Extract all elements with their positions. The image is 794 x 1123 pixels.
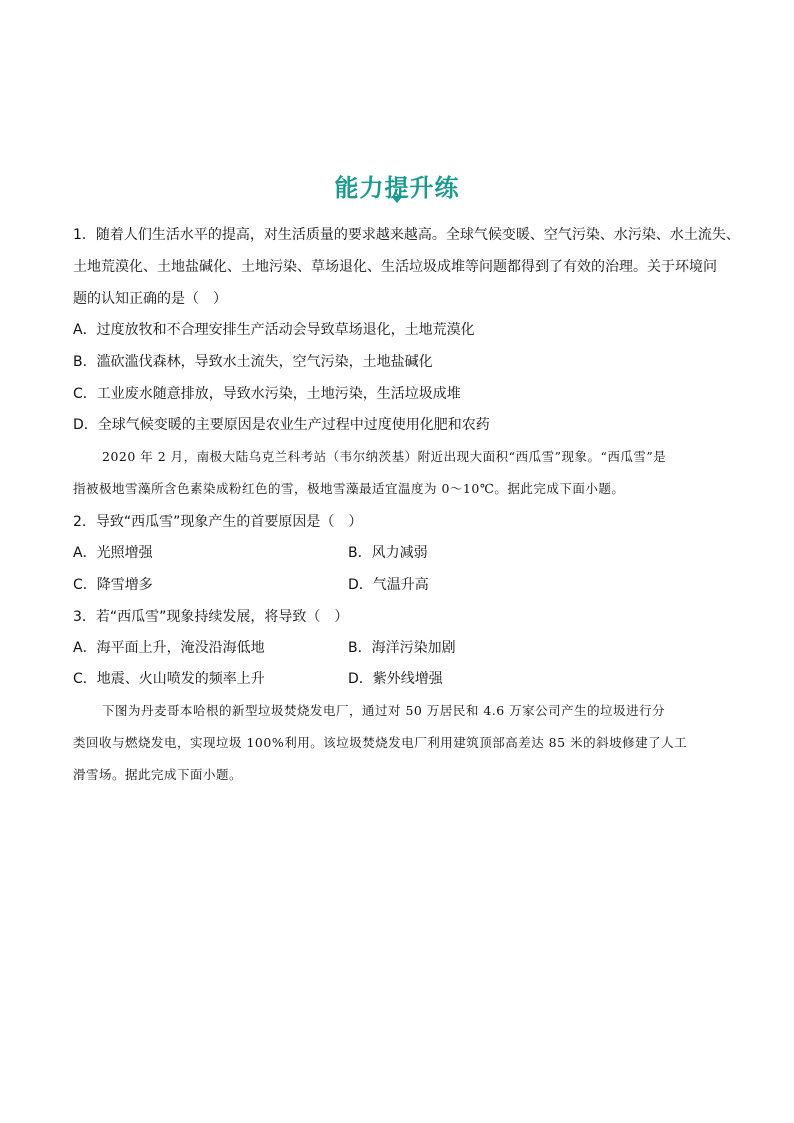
q1-option-d[interactable]: D．全球气候变暖的主要原因是农业生产过程中过度使用化肥和农药 bbox=[73, 417, 490, 433]
material-1-line-1: 2020 年 2 月，南极大陆乌克兰科考站（韦尔纳茨基）附近出现大面积“西瓜雪”现象。“西瓜雪”是 bbox=[102, 449, 667, 464]
material-2-line-1: 下图为丹麦哥本哈根的新型垃圾焚烧发电厂，通过对 50 万居民和 4.6 万家公司产生的垃圾进行分 bbox=[102, 703, 666, 718]
q3-stem: 3．若“西瓜雪”现象持续发展，将导致（ ） bbox=[73, 609, 349, 625]
q1-option-b[interactable]: B．滥砍滥伐森林，导致水土流失，空气污染，土地盐碱化 bbox=[73, 354, 433, 370]
q1-stem-line-2: 土地荒漠化、土地盐碱化、土地污染、草场退化、生活垃圾成堆等问题都得到了有效的治理。关于环境问 bbox=[73, 259, 717, 275]
q1-option-a[interactable]: A．过度放牧和不合理安排生产活动会导致草场退化，土地荒漠化 bbox=[73, 322, 475, 338]
q1-stem-line-3: 题的认知正确的是（ ） bbox=[73, 291, 227, 307]
q3-option-d[interactable]: D．紫外线增强 bbox=[348, 671, 443, 687]
material-2-line-2: 类回收与燃烧发电，实现垃圾 100%利用。该垃圾焚烧发电厂利用建筑顶部高差达 85 米的斜坡修建了人工 bbox=[73, 735, 688, 750]
q3-option-a[interactable]: A．海平面上升，淹没沿海低地 bbox=[73, 640, 265, 656]
q3-option-b[interactable]: B．海洋污染加剧 bbox=[348, 640, 456, 656]
q2-stem: 2．导致“西瓜雪”现象产生的首要原因是（ ） bbox=[73, 514, 363, 530]
q1-option-c[interactable]: C．工业废水随意排放，导致水污染，土地污染，生活垃圾成堆 bbox=[73, 386, 461, 402]
q1-stem-line-1: 1．随着人们生活水平的提高，对生活质量的要求越来越高。全球气候变暖、空气污染、水污染、水土流失、 bbox=[73, 227, 740, 243]
q2-option-d[interactable]: D．气温升高 bbox=[348, 577, 429, 593]
q3-option-c[interactable]: C．地震、火山喷发的频率上升 bbox=[73, 671, 265, 687]
section-title: 能力提升练 bbox=[334, 174, 460, 202]
q2-option-a[interactable]: A．光照增强 bbox=[73, 545, 153, 561]
material-2-line-3: 滑雪场。据此完成下面小题。 bbox=[73, 767, 243, 782]
title-triangle-icon bbox=[391, 196, 403, 203]
material-1-line-2: 指被极地雪藻所含色素染成粉红色的雪，极地雪藻最适宜温度为 0～10℃。据此完成下面小题。 bbox=[73, 481, 625, 496]
q2-option-b[interactable]: B．风力减弱 bbox=[348, 545, 428, 561]
q2-option-c[interactable]: C．降雪增多 bbox=[73, 577, 153, 593]
